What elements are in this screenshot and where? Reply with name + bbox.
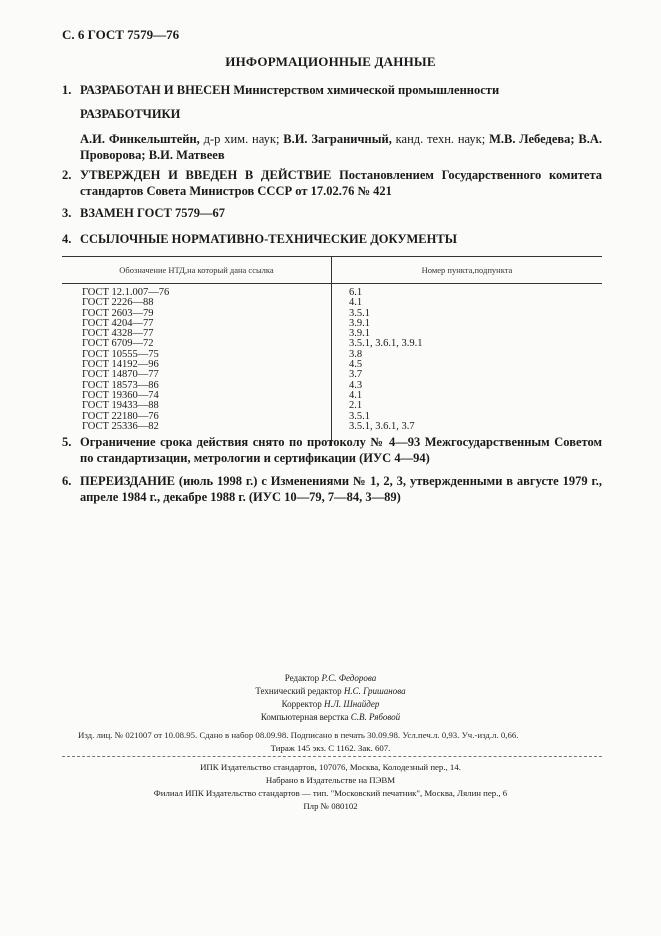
developer-name: В.И. Заграничный, <box>283 132 392 146</box>
table-cell-item: 3.5.1, 3.6.1, 3.9.1 <box>349 338 423 350</box>
item-number: 1. <box>62 83 72 97</box>
table-cell-item: 2.1 <box>349 400 363 412</box>
imprint-line: Тираж 145 экз. С 1162. Зак. 607. <box>270 743 391 753</box>
table-cell-document: ГОСТ 14870—77 <box>82 369 159 381</box>
item-text: Министерством химической промышленности <box>233 83 500 97</box>
developers-heading: РАЗРАБОТЧИКИ <box>80 107 181 121</box>
table-cell-item: 3.7 <box>349 369 363 381</box>
table-cell-item: 6.1 <box>349 287 363 298</box>
table-cell-document: ГОСТ 4328—77 <box>82 328 154 340</box>
table-cell-item: 4.5 <box>349 359 363 371</box>
table-cell-document: ГОСТ 6709—72 <box>82 338 154 350</box>
table-cell-document: ГОСТ 25336—82 <box>82 420 159 432</box>
table-cell-item: 3.8 <box>349 348 363 360</box>
document-column <box>82 288 169 432</box>
developers-list <box>80 131 602 163</box>
item-lead: РАЗРАБОТАН И ВНЕСЕН <box>80 83 231 97</box>
table-cell-document: ГОСТ 12.1.007—76 <box>82 287 170 298</box>
developer-degree: канд. техн. наук; <box>391 132 490 146</box>
table-header <box>62 256 602 284</box>
divider <box>62 756 602 757</box>
table-cell-document: ГОСТ 19360—74 <box>82 389 159 401</box>
developer-name: А.И. Финкельштейн, <box>80 132 200 146</box>
item-lead: УТВЕРЖДЕН И ВВЕДЕН В ДЕЙСТВИЕ <box>80 168 332 182</box>
column-header-document: Обозначение НТД,на который дана ссылка <box>119 265 274 275</box>
table-cell-item: 3.5.1, 3.6.1, 3.7 <box>349 420 415 432</box>
table-cell-document: ГОСТ 18573—86 <box>82 379 159 391</box>
credit-corrector: Корректор Н.Л. Шнайдер <box>281 699 380 709</box>
item-lead: ПЕРЕИЗДАНИЕ <box>80 474 176 488</box>
page-header: С. 6 ГОСТ 7579—76 <box>62 27 180 42</box>
item-lead: ССЫЛОЧНЫЕ НОРМАТИВНО-ТЕХНИЧЕСКИЕ ДОКУМЕНТЫ <box>80 232 457 246</box>
table-cell-document: ГОСТ 19433—88 <box>82 400 159 412</box>
imprint-line: Набрано в Издательстве на ПЭВМ <box>265 775 396 785</box>
item-number: 4. <box>62 232 72 246</box>
table-cell-document: ГОСТ 10555—75 <box>82 348 159 360</box>
credit-layout: Компьютерная верстка С.В. Рябовой <box>260 712 401 722</box>
table-cell-document: ГОСТ 14192—96 <box>82 359 159 371</box>
developer-degree: д-р хим. наук; <box>199 132 284 146</box>
item-column <box>349 288 423 432</box>
developer-names: М.В. Лебедева; В.А. Проворова; В.И. Матвеев <box>80 132 602 162</box>
imprint-line: Плр № 080102 <box>303 801 358 811</box>
table-cell-document: ГОСТ 22180—76 <box>82 410 159 422</box>
item-number: 6. <box>62 474 72 488</box>
item-number: 3. <box>62 206 72 220</box>
imprint-line: Изд. лиц. № 021007 от 10.08.95. Сдано в набор 08.09.98. Подписано в печать 30.09.98. Усл.печ.л. 0,93. Уч.-изд.л. 0,66. <box>78 730 519 740</box>
item-text: Постановлением Государственного комитета стандартов Совета Министров СССР от 17.02.76 № 421 <box>80 168 603 198</box>
table-cell-document: ГОСТ 2226—88 <box>82 297 154 309</box>
item-text: Ограничение срока действия снято по протоколу № 4—93 Межгосударственным Советом по стандартизации, метрологии и сертификации (ИУС 4—94) <box>80 435 602 465</box>
item-lead: ВЗАМЕН ГОСТ 7579—67 <box>80 206 225 220</box>
credit-tech-editor: Технический редактор Н.С. Гришанова <box>255 686 406 696</box>
item-text: (июль 1998 г.) с Изменениями № 1, 2, 3, утвержденными в августе 1979 г., апреле 1984 г., декабре 1988 г. (ИУС 10—79, 7—84, 3—89) <box>80 474 602 504</box>
item-number: 5. <box>62 435 72 449</box>
column-header-item: Номер пункта,подпункта <box>421 265 513 275</box>
imprint-line: Филиал ИПК Издательство стандартов — тип. "Московский печатник", Москва, Лялин пер., 6 <box>153 788 508 798</box>
table-cell-document: ГОСТ 4204—77 <box>82 317 154 329</box>
table-cell-item: 4.1 <box>349 389 363 401</box>
table-cell-item: 3.5.1 <box>349 307 370 319</box>
table-cell-item: 3.9.1 <box>349 328 370 340</box>
table-cell-item: 4.1 <box>349 297 363 309</box>
table-cell-item: 4.3 <box>349 379 363 391</box>
imprint-line: ИПК Издательство стандартов, 107076, Москва, Колодезный пер., 14. <box>200 762 461 772</box>
item-number: 2. <box>62 168 72 182</box>
table-cell-item: 3.5.1 <box>349 410 370 422</box>
section-title: ИНФОРМАЦИОННЫЕ ДАННЫЕ <box>225 54 436 69</box>
credit-editor: Редактор Р.С. Федорова <box>284 673 377 683</box>
table-cell-item: 3.9.1 <box>349 317 370 329</box>
table-cell-document: ГОСТ 2603—79 <box>82 307 154 319</box>
column-divider <box>331 256 332 446</box>
